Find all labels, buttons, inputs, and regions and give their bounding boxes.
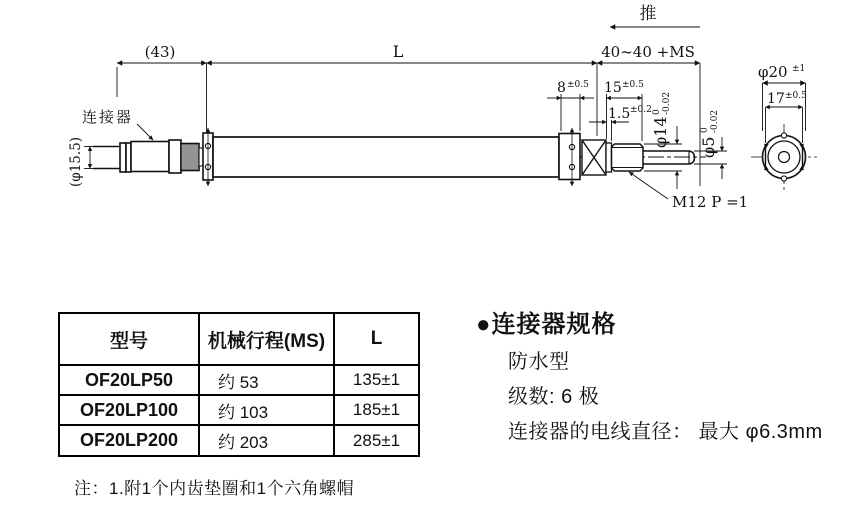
dim-8-tol: ±0.5 <box>567 80 589 90</box>
table-cell-stroke-3: 约 203 <box>200 426 335 455</box>
table-cell-model-3: OF20LP200 <box>60 426 200 455</box>
dia14-label-group <box>651 92 672 148</box>
dim-17-tol: ±0.5 <box>785 91 807 101</box>
bullet-icon: ● <box>476 311 492 338</box>
spec-line-wire-diameter: 连接器的电线直径： 最大 φ6.3mm <box>508 421 823 443</box>
connector-specs <box>476 304 823 444</box>
dia14-label: φ14 <box>651 116 670 148</box>
thread-leader <box>629 172 668 199</box>
connector-leader <box>137 124 153 140</box>
right-flange <box>559 128 580 186</box>
spec-line-waterproof: 防水型 <box>508 351 570 373</box>
dim-40MS-label: 40~40 +MS <box>601 43 695 61</box>
col-header-L: L <box>335 314 418 366</box>
footnote: 注：1.附1个内齿垫圈和1个六角螺帽 <box>74 479 355 498</box>
shaft-rod <box>643 151 695 164</box>
dia5-tol-hi: 0 <box>700 127 710 133</box>
connector-specs-title <box>476 304 823 339</box>
dia14-tol-lo: -0.02 <box>662 91 672 115</box>
dim-15-tol: ±0.5 <box>622 80 644 90</box>
dia20-label: φ20 <box>758 63 788 81</box>
col-header-stroke: 机械行程(MS) <box>200 314 335 366</box>
table-cell-stroke-1: 约 53 <box>200 366 335 396</box>
dia20-tol: ±1 <box>792 64 806 74</box>
dim-L-label: L <box>392 42 404 61</box>
col-header-model: 型号 <box>60 314 200 366</box>
neck-ring <box>606 143 612 172</box>
table-cell-model-2: OF20LP100 <box>60 396 200 426</box>
dia15p5-label: (φ15.5) <box>68 136 84 187</box>
spec-line-poles: 级数: 6 极 <box>508 386 600 408</box>
thread-label: M12 P =1 <box>672 193 749 211</box>
left-flange <box>203 128 213 186</box>
dim-43-label: (43) <box>144 43 176 61</box>
dia5-label: φ5 <box>699 136 718 158</box>
dia14-tol-hi: 0 <box>652 109 662 115</box>
table-cell-model-1: OF20LP50 <box>60 366 200 396</box>
dim-8-label: 8 <box>557 80 566 96</box>
model-spec-table <box>58 312 420 457</box>
dia5-tol-lo: -0.02 <box>710 109 720 133</box>
dia5-label-group <box>699 110 720 158</box>
table-cell-L-2: 185±1 <box>335 396 418 426</box>
bearing-box <box>582 140 606 175</box>
dim-17-label: 17 <box>767 91 785 107</box>
dia15p5-label-group <box>68 137 84 187</box>
thread-bush <box>612 144 644 171</box>
table-cell-L-3: 285±1 <box>335 426 418 455</box>
dim-15-label: 15 <box>604 80 622 96</box>
dim-1p5-label: 1.5 <box>608 106 631 122</box>
push-label: 推 <box>639 4 657 23</box>
dim-1p5-tol: ±0.2 <box>630 105 652 115</box>
connector-assembly <box>93 140 203 173</box>
connector-label: 连接器 <box>82 109 134 126</box>
connector-specs-title-text: 连接器规格 <box>491 311 617 338</box>
table-cell-L-1: 135±1 <box>335 366 418 396</box>
body-tube <box>213 137 559 177</box>
table-cell-stroke-2: 约 103 <box>200 396 335 426</box>
